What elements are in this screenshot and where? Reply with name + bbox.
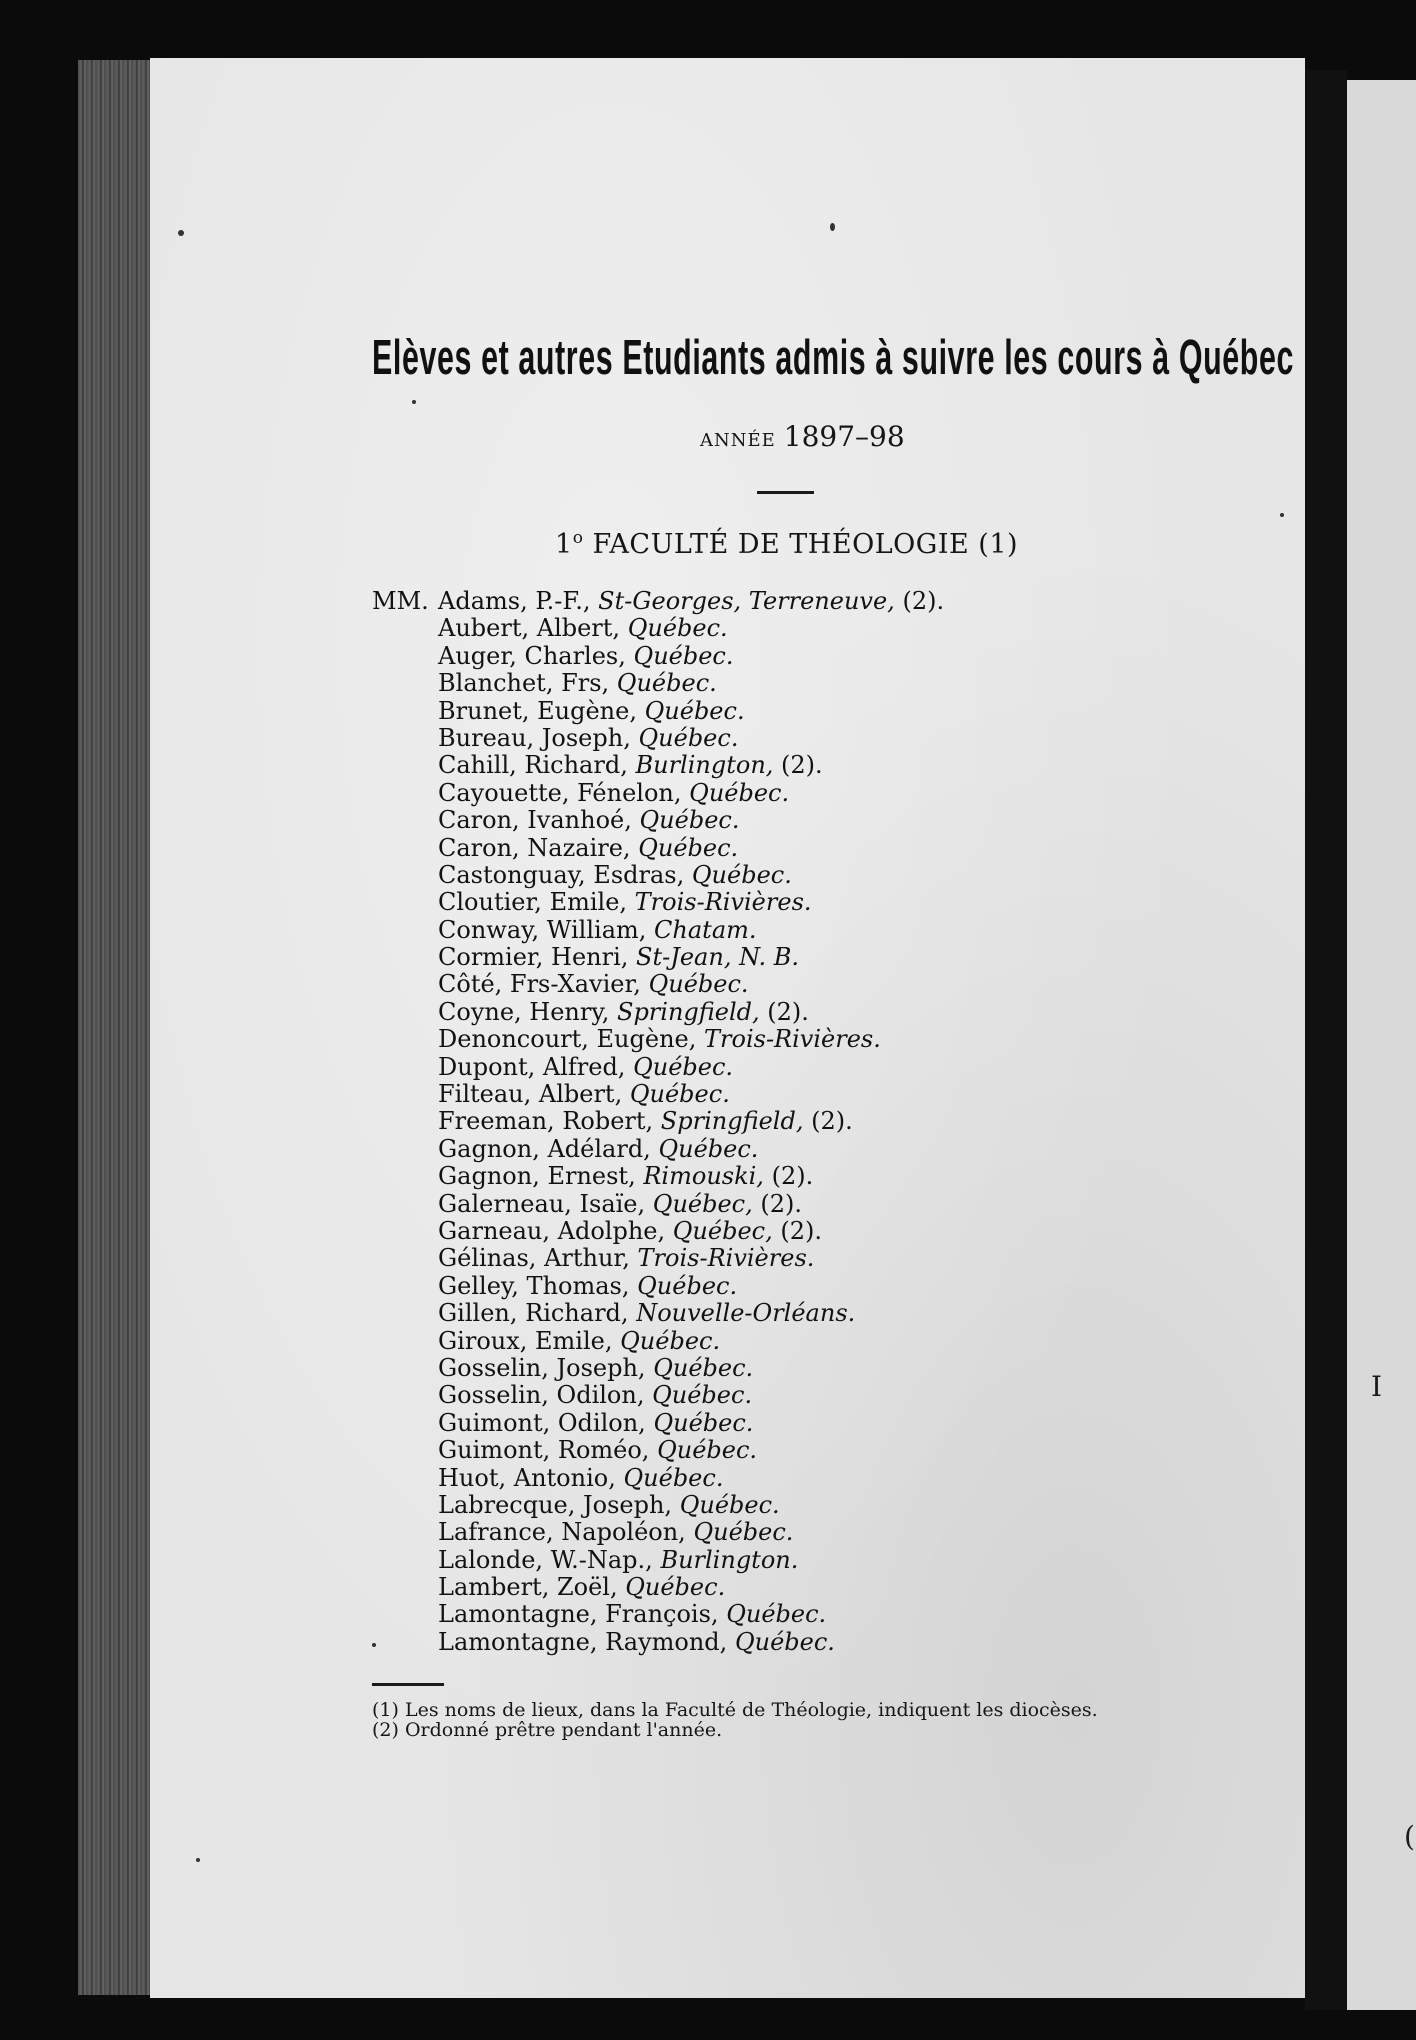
student-place: Québec. bbox=[638, 723, 739, 752]
student-place: Trois-Rivières. bbox=[637, 1244, 815, 1273]
list-item bbox=[372, 670, 944, 697]
facing-page-edge bbox=[1347, 80, 1416, 2010]
student-note: (2). bbox=[780, 1216, 822, 1245]
ink-speck bbox=[412, 400, 416, 404]
student-name: Gosselin, Joseph, bbox=[438, 1353, 646, 1382]
student-name: Lambert, Zoël, bbox=[438, 1573, 618, 1602]
section-title bbox=[555, 528, 1018, 560]
page-heading: Elèves et autres Etudiants admis à suivre les cours à Québec bbox=[372, 331, 1294, 385]
student-name: Lamontagne, François, bbox=[438, 1600, 719, 1629]
student-name: Lalonde, W.-Nap., bbox=[438, 1545, 653, 1574]
list-item bbox=[372, 971, 944, 998]
student-place: St-Jean, N. B. bbox=[636, 943, 800, 972]
ink-speck bbox=[830, 223, 835, 231]
ink-speck bbox=[178, 230, 184, 236]
student-name: Lafrance, Napoléon, bbox=[438, 1518, 686, 1547]
list-item bbox=[372, 1410, 944, 1437]
list-item bbox=[372, 780, 944, 807]
facing-page-glyph: ( bbox=[1404, 1820, 1415, 1853]
student-name: Gélinas, Arthur, bbox=[438, 1244, 630, 1273]
student-place: Québec. bbox=[620, 1326, 721, 1355]
student-place: Springfield, bbox=[617, 997, 760, 1026]
footnote-1: (1) Les noms de lieux, dans la Faculté de Théologie, indiquent les diocèses. bbox=[372, 1699, 1098, 1721]
section-number: 1 bbox=[555, 529, 573, 560]
student-name: Filteau, Albert, bbox=[438, 1080, 623, 1109]
student-name: Freeman, Robert, bbox=[438, 1107, 654, 1136]
student-place: Burlington, bbox=[635, 751, 774, 780]
student-place: Québec. bbox=[627, 614, 728, 643]
student-place: Québec. bbox=[691, 860, 792, 889]
student-place: Québec. bbox=[658, 1134, 759, 1163]
student-place: Québec. bbox=[623, 1463, 724, 1492]
list-item bbox=[372, 643, 944, 670]
student-place: Nouvelle-Orléans. bbox=[636, 1299, 856, 1328]
section-superscript: o bbox=[572, 528, 584, 548]
list-item bbox=[372, 698, 944, 725]
list-item bbox=[372, 1574, 944, 1601]
student-note: (2). bbox=[811, 1107, 853, 1136]
student-name: Adams, P.-F., bbox=[438, 587, 591, 615]
list-item bbox=[372, 1547, 944, 1574]
list-item bbox=[372, 1601, 944, 1628]
list-item bbox=[372, 1437, 944, 1464]
student-name: Bureau, Joseph, bbox=[438, 723, 631, 752]
student-name: Guimont, Odilon, bbox=[438, 1408, 646, 1437]
list-item bbox=[372, 1081, 944, 1108]
student-name: Labrecque, Joseph, bbox=[438, 1490, 673, 1519]
student-name: Blanchet, Frs, bbox=[438, 669, 610, 698]
list-item bbox=[372, 725, 944, 752]
student-name: Gosselin, Odilon, bbox=[438, 1381, 645, 1410]
ink-speck bbox=[196, 1858, 200, 1862]
list-item bbox=[372, 889, 944, 916]
student-name: Dupont, Alfred, bbox=[438, 1052, 626, 1081]
list-prefix: MM. bbox=[372, 587, 429, 615]
student-name: Castonguay, Esdras, bbox=[438, 860, 685, 889]
student-name: Côté, Frs-Xavier, bbox=[438, 970, 641, 999]
list-item bbox=[372, 917, 944, 944]
list-item bbox=[372, 1492, 944, 1519]
list-item bbox=[372, 1163, 944, 1190]
student-place: St-Georges, Terreneuve, bbox=[598, 587, 895, 615]
student-name: Conway, William, bbox=[438, 915, 647, 944]
list-item bbox=[372, 999, 944, 1026]
student-name: Gagnon, Ernest, bbox=[438, 1162, 636, 1191]
student-place: Springfield, bbox=[660, 1107, 804, 1136]
student-place: Québec. bbox=[689, 778, 790, 807]
student-note: (2). bbox=[781, 751, 823, 780]
student-place: Québec. bbox=[652, 1381, 753, 1410]
list-item bbox=[372, 1382, 944, 1409]
student-name: Giroux, Emile, bbox=[438, 1326, 613, 1355]
student-place: Québec. bbox=[653, 1408, 754, 1437]
list-item bbox=[372, 835, 944, 862]
list-item bbox=[372, 1273, 944, 1300]
student-place: Québec, bbox=[672, 1216, 773, 1245]
student-place: Québec. bbox=[693, 1518, 794, 1547]
student-place: Québec. bbox=[633, 641, 734, 670]
student-name: Lamontagne, Raymond, bbox=[438, 1627, 728, 1656]
student-place: Québec. bbox=[679, 1490, 780, 1519]
list-item bbox=[372, 588, 944, 615]
academic-year bbox=[700, 420, 905, 453]
student-name: Garneau, Adolphe, bbox=[438, 1216, 666, 1245]
footnote-2: (2) Ordonné prêtre pendant l'année. bbox=[372, 1719, 723, 1741]
ink-speck bbox=[1280, 513, 1284, 517]
student-place: Burlington. bbox=[660, 1545, 799, 1574]
list-item bbox=[372, 1300, 944, 1327]
student-place: Trois-Rivières. bbox=[704, 1025, 881, 1054]
footnote-rule bbox=[372, 1683, 444, 1686]
student-place: Trois-Rivières. bbox=[634, 888, 812, 917]
student-place: Québec. bbox=[637, 1271, 738, 1300]
list-item bbox=[372, 807, 944, 834]
list-item bbox=[372, 1108, 944, 1135]
student-name: Caron, Ivanhoé, bbox=[438, 806, 632, 835]
student-place: Québec. bbox=[653, 1353, 754, 1382]
list-item bbox=[372, 1218, 944, 1245]
student-place: Québec. bbox=[639, 806, 740, 835]
list-item bbox=[372, 1519, 944, 1546]
list-item bbox=[372, 1465, 944, 1492]
student-note: (2). bbox=[902, 587, 945, 615]
student-name: Gillen, Richard, bbox=[438, 1299, 629, 1328]
student-place: Québec. bbox=[657, 1436, 758, 1465]
student-name: Coyne, Henry, bbox=[438, 997, 610, 1026]
student-place: Québec. bbox=[644, 696, 745, 725]
student-name: Cloutier, Emile, bbox=[438, 888, 628, 917]
student-note: (2). bbox=[760, 1189, 803, 1218]
student-place: Québec, bbox=[652, 1189, 753, 1218]
facing-page-glyph: I bbox=[1371, 1370, 1383, 1403]
student-place: Québec. bbox=[633, 1052, 734, 1081]
list-item bbox=[372, 1054, 944, 1081]
student-place: Chatam. bbox=[654, 915, 757, 944]
student-place: Québec. bbox=[734, 1627, 835, 1656]
student-name: Guimont, Roméo, bbox=[438, 1436, 650, 1465]
student-name: Gagnon, Adélard, bbox=[438, 1134, 651, 1163]
student-name: Brunet, Eugène, bbox=[438, 696, 637, 725]
student-note: (2). bbox=[767, 997, 809, 1026]
student-name: Denoncourt, Eugène, bbox=[438, 1025, 697, 1054]
student-place: Québec. bbox=[648, 970, 749, 999]
student-note: (2). bbox=[771, 1162, 814, 1191]
footnotes bbox=[372, 1700, 1098, 1740]
section-name: FACULTÉ DE THÉOLOGIE (1) bbox=[592, 529, 1019, 560]
list-item bbox=[372, 752, 944, 779]
list-item bbox=[372, 1245, 944, 1272]
page-edges bbox=[78, 60, 150, 1995]
year-value: 1897–98 bbox=[783, 420, 905, 453]
student-name: Cormier, Henri, bbox=[438, 943, 629, 972]
student-name: Gelley, Thomas, bbox=[438, 1271, 630, 1300]
separator-rule bbox=[757, 491, 814, 494]
student-list bbox=[372, 588, 944, 1656]
list-item bbox=[372, 1328, 944, 1355]
student-name: Cahill, Richard, bbox=[438, 751, 628, 780]
list-item bbox=[372, 1026, 944, 1053]
student-place: Québec. bbox=[638, 833, 739, 862]
list-item bbox=[372, 1136, 944, 1163]
student-name: Caron, Nazaire, bbox=[438, 833, 631, 862]
student-place: Québec. bbox=[616, 669, 717, 698]
list-item bbox=[372, 862, 944, 889]
student-place: Rimouski, bbox=[643, 1162, 764, 1191]
list-item bbox=[372, 944, 944, 971]
student-name: Cayouette, Fénelon, bbox=[438, 778, 682, 807]
student-place: Québec. bbox=[629, 1080, 730, 1109]
student-name: Huot, Antonio, bbox=[438, 1463, 616, 1492]
year-label: ANNÉE bbox=[700, 430, 776, 451]
student-name: Aubert, Albert, bbox=[438, 614, 621, 643]
student-place: Québec. bbox=[726, 1600, 827, 1629]
student-name: Auger, Charles, bbox=[438, 641, 626, 670]
list-item bbox=[372, 1191, 944, 1218]
student-place: Québec. bbox=[625, 1573, 726, 1602]
list-item bbox=[372, 1629, 944, 1656]
gutter bbox=[1305, 70, 1347, 2010]
student-name: Galerneau, Isaïe, bbox=[438, 1189, 646, 1218]
list-item bbox=[372, 615, 944, 642]
list-item bbox=[372, 1355, 944, 1382]
